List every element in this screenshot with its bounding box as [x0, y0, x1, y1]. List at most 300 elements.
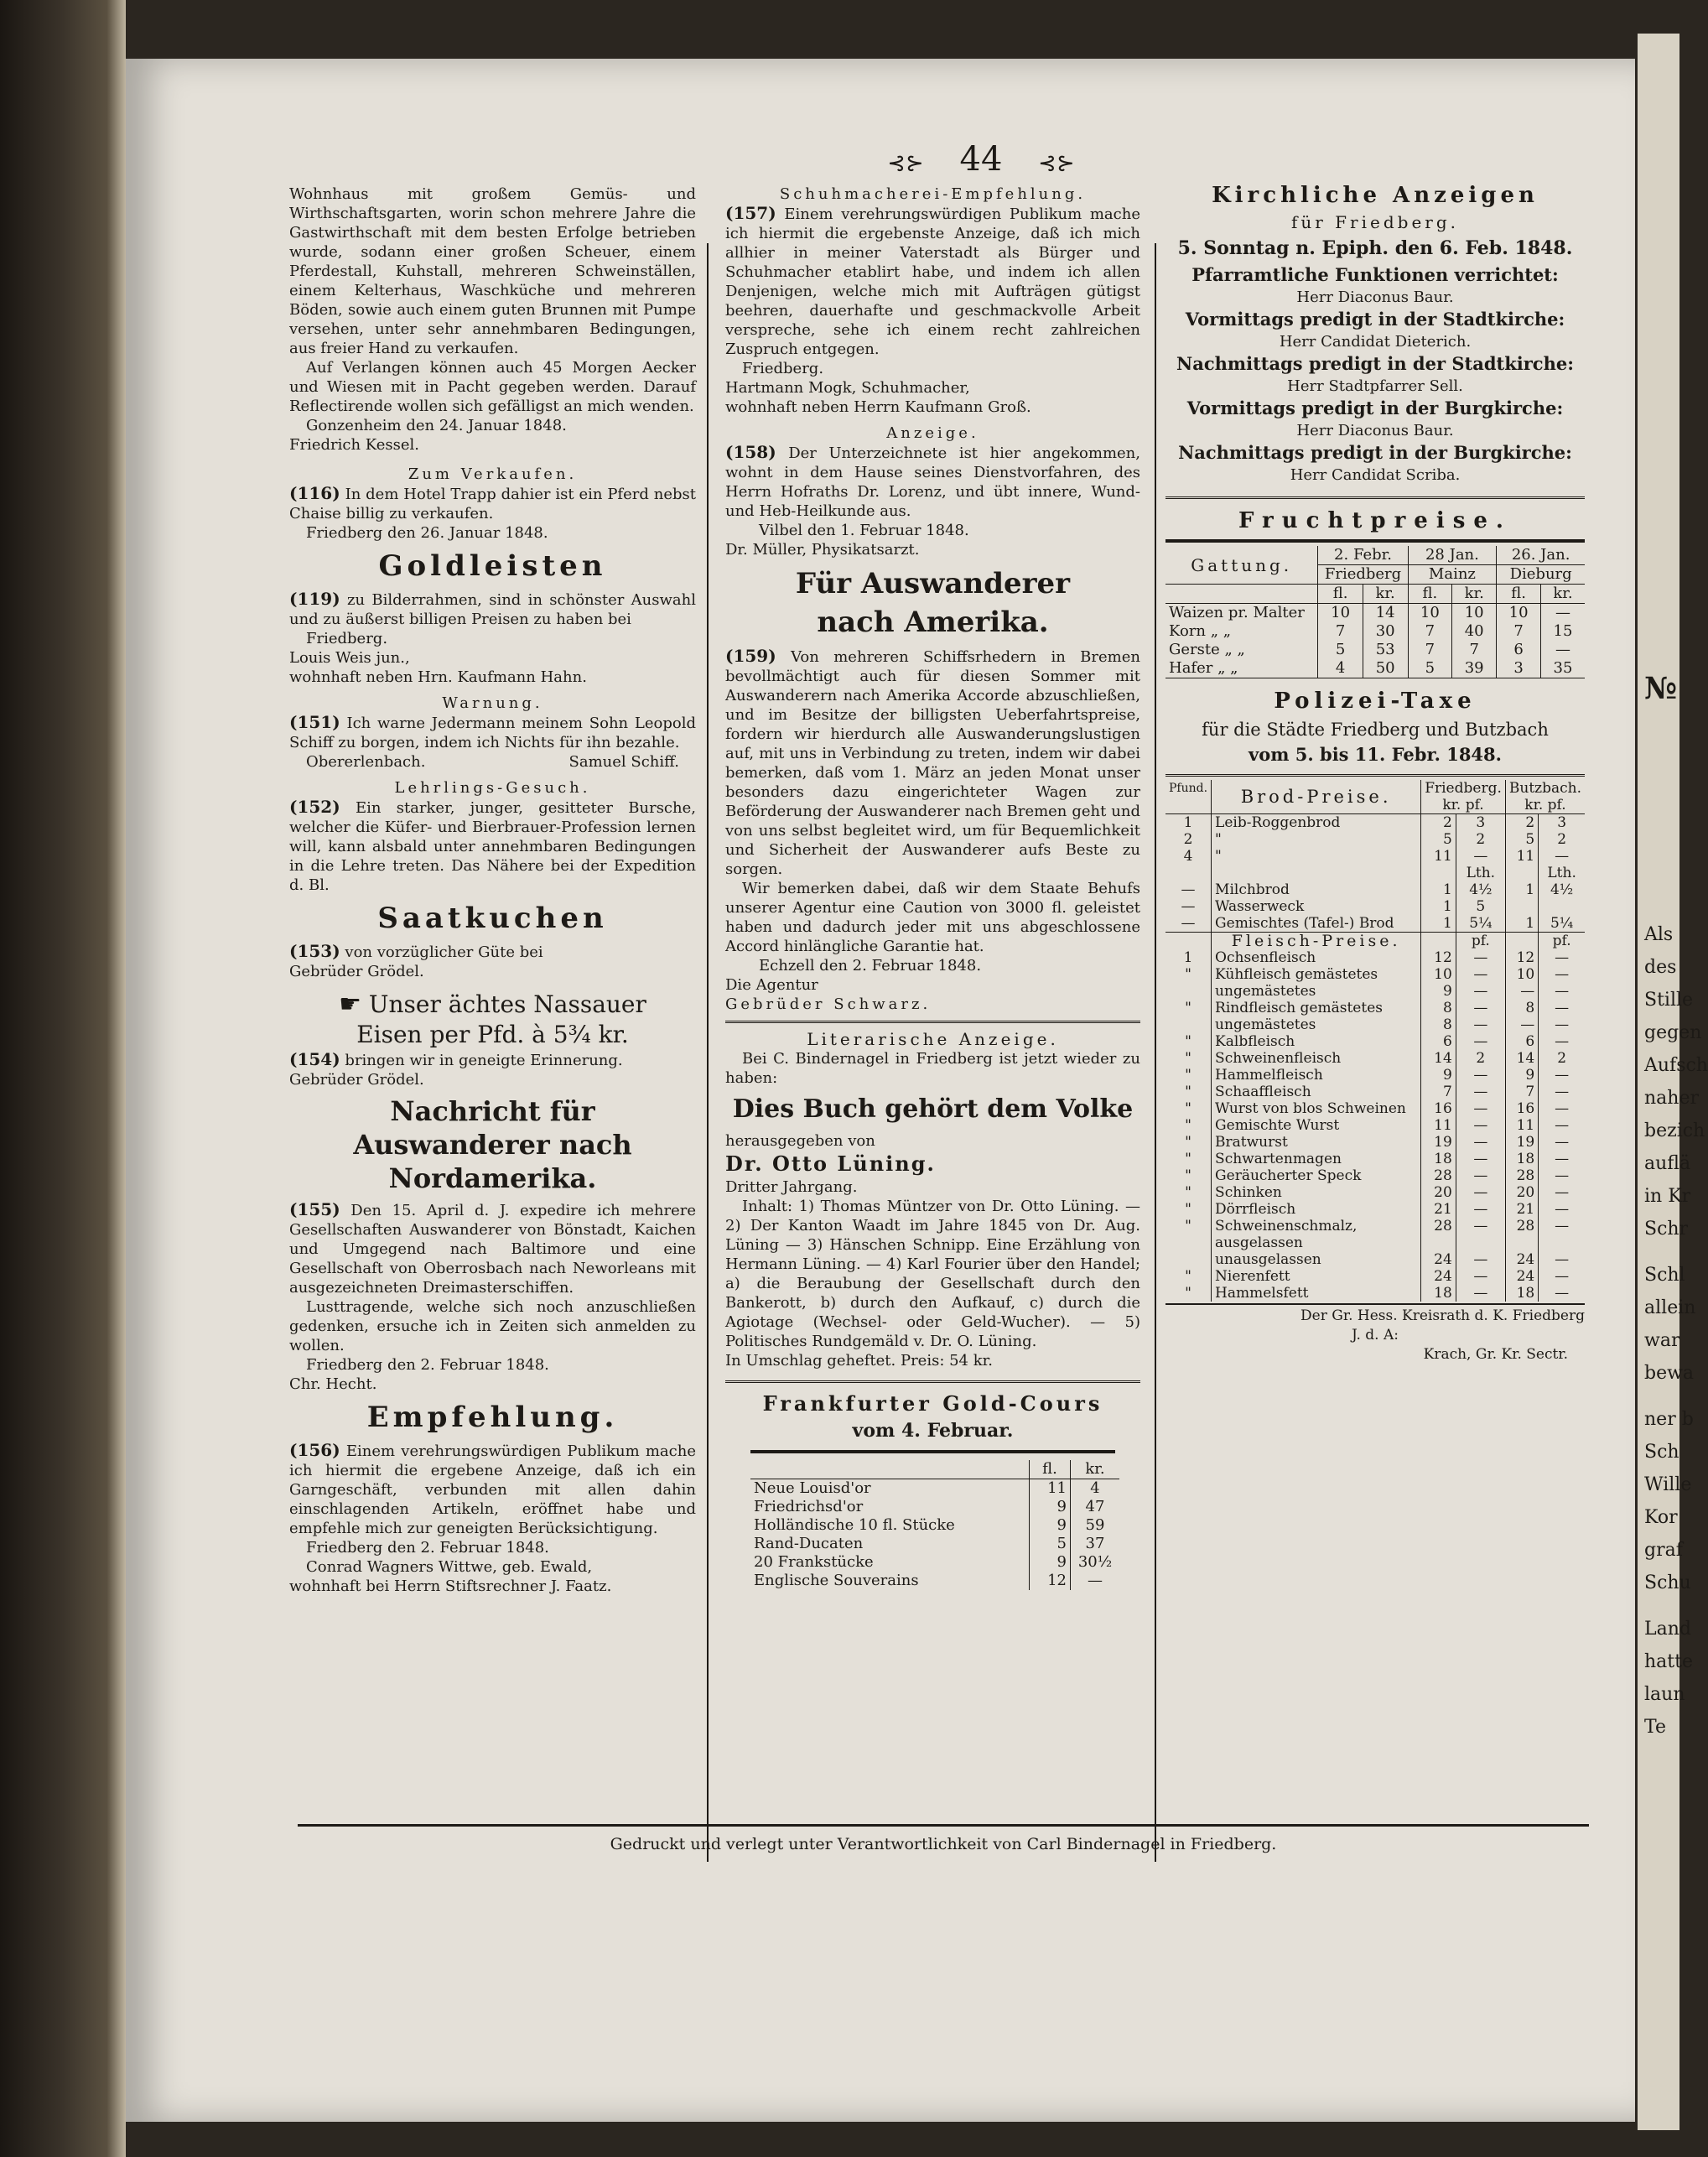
table-cell: —: [1540, 604, 1585, 623]
table-cell: 10: [1497, 604, 1541, 623]
table-cell: 9: [1030, 1553, 1071, 1572]
ornament-right: ⊰⊱: [1038, 151, 1075, 176]
ad-heading-line: Unser ächtes Nassauer: [368, 990, 646, 1018]
table-cell: 18: [1505, 1151, 1538, 1167]
unit-label: pr. Malter: [1228, 604, 1305, 621]
column-middle: [725, 185, 1140, 1590]
next-page-fragment: naher: [1644, 1088, 1699, 1109]
next-page-fragment: Stille: [1644, 990, 1694, 1011]
table-row: [1165, 1117, 1585, 1134]
table-cell: 1: [1421, 898, 1456, 915]
ad-address: wohnhaft neben Herrn Kaufmann Groß.: [725, 398, 1031, 416]
table-row: [750, 1516, 1119, 1535]
section-subheading: vom 5. bis 11. Febr. 1848.: [1249, 744, 1502, 765]
table-row: [1165, 1218, 1585, 1251]
unit-label: fl.: [1408, 585, 1452, 604]
table-cell: —: [1456, 1268, 1505, 1285]
table-cell: ": [1185, 1117, 1191, 1134]
table-cell: 15: [1540, 622, 1585, 641]
next-page-fragment: Als: [1644, 924, 1674, 945]
unit-label: pf.: [1539, 933, 1585, 950]
table-cell: —: [1456, 1285, 1505, 1302]
table-cell: —: [1181, 898, 1196, 915]
item-name: Bratwurst: [1212, 1134, 1421, 1151]
table-row: [1165, 1000, 1585, 1016]
church-duty: Pfarramtliche Funktionen verrichtet:: [1191, 264, 1559, 285]
footer-imprint: Gedruckt und verlegt unter Verantwortlichkeit von Carl Bindernagel in Friedberg.: [610, 1835, 1277, 1853]
ad-signature: Friedrich Kessel.: [289, 436, 420, 454]
item-name: Schwartenmagen: [1212, 1151, 1421, 1167]
grain-price-table: [1165, 546, 1585, 678]
column-header: kr.: [1071, 1460, 1120, 1479]
page-number: 44: [959, 140, 1003, 179]
church-person: Herr Stadtpfarrer Sell.: [1287, 377, 1463, 395]
next-page-fragment: bewa: [1644, 1363, 1695, 1384]
church-duty: Nachmittags predigt in der Stadtkirche:: [1176, 353, 1574, 374]
table-cell: 37: [1071, 1535, 1120, 1553]
church-person: Herr Diaconus Baur.: [1296, 422, 1454, 439]
table-cell: —: [1181, 915, 1196, 932]
table-cell: 30: [1363, 622, 1408, 641]
table-cell: 9: [1030, 1516, 1071, 1535]
table-cell: 5: [1030, 1535, 1071, 1553]
item-name: Rindfleisch gemästetes: [1212, 1000, 1421, 1016]
table-cell: 4: [1318, 659, 1363, 678]
table-cell: 53: [1363, 641, 1408, 659]
table-cell: 21: [1421, 1201, 1456, 1218]
table-cell: 19: [1505, 1134, 1538, 1151]
table-cell: 11: [1421, 1117, 1456, 1134]
table-cell: 20: [1505, 1184, 1538, 1201]
ad-signature: Dr. Müller, Physikatsarzt.: [725, 541, 920, 559]
table-row: [1165, 814, 1585, 832]
table-cell: 18: [1505, 1285, 1538, 1302]
ad-number: (155): [289, 1199, 340, 1219]
next-page-fragment: gegen: [1644, 1022, 1702, 1043]
ad-text: zu Bilderrahmen, sind in schönster Auswahl und zu äußerst billigen Preisen zu haben bei: [289, 591, 696, 628]
table-cell: 10: [1408, 604, 1452, 623]
table-cell: 35: [1540, 659, 1585, 678]
table-cell: 2: [1505, 814, 1538, 832]
table-cell: 9: [1030, 1498, 1071, 1516]
table-cell: 11: [1505, 848, 1538, 865]
table-cell: —: [1539, 1100, 1585, 1117]
ad-signature: Gebrüder Grödel.: [289, 1071, 424, 1089]
table-cell: 14: [1421, 1050, 1456, 1067]
table-cell: —: [1456, 1151, 1505, 1167]
table-row: [1165, 1134, 1585, 1151]
table-cell: 11: [1421, 848, 1456, 865]
table-row: [750, 1498, 1119, 1516]
column-header: Pfund.: [1169, 782, 1208, 795]
table-row: [1165, 898, 1585, 915]
next-page-fragment: hatte: [1644, 1651, 1693, 1672]
table-cell: 1: [1505, 881, 1538, 898]
market-place: Mainz: [1408, 565, 1497, 585]
ornament-left: ⊰⊱: [887, 151, 924, 176]
table-cell: —: [1539, 1134, 1585, 1151]
table-cell: 28: [1421, 1167, 1456, 1184]
footer-rule: [298, 1824, 1589, 1827]
item-name: Ochsenfleisch: [1212, 949, 1421, 966]
section-heading-fruchtpreise: Fruchtpreise.: [1238, 508, 1512, 533]
ditto-mark: „ „: [1224, 641, 1245, 658]
table-row: [750, 1479, 1119, 1499]
item-name: Schweinenfleisch: [1212, 1050, 1421, 1067]
unit-label: Lth.: [1456, 865, 1505, 881]
next-page-edge: [1635, 34, 1708, 2130]
ad-text: Wir bemerken dabei, daß wir dem Staate Behufs unserer Agentur eine Caution von 3000 fl. geleistet haben und dadurch jeder mit uns abgeschlossene Accord hinlängliche Garantie hat.: [725, 880, 1140, 955]
ad-place: Friedberg.: [742, 360, 824, 377]
ad-heading-goldleisten: Goldleisten: [378, 549, 607, 583]
table-cell: 8: [1421, 1000, 1456, 1016]
section-heading: Warnung.: [442, 694, 543, 712]
table-cell: 28: [1421, 1218, 1456, 1251]
table-header-row: [1165, 780, 1585, 814]
table-cell: 1: [1505, 915, 1538, 933]
table-cell: 16: [1505, 1100, 1538, 1117]
table-cell: 2: [1421, 814, 1456, 832]
book-title: Dies Buch gehört dem Volke: [732, 1094, 1134, 1124]
church-date: 5. Sonntag n. Epiph. den 6. Feb. 1848.: [1177, 237, 1573, 259]
table-cell: ": [1185, 1000, 1191, 1016]
table-header-row: [1165, 546, 1585, 565]
table-row: [1165, 1184, 1585, 1201]
table-cell: 24: [1505, 1251, 1538, 1268]
table-cell: 4½: [1539, 881, 1585, 898]
next-page-fragment: auflä: [1644, 1153, 1691, 1174]
table-cell: ": [1185, 1084, 1191, 1100]
table-row: [1165, 865, 1585, 881]
church-person: Herr Candidat Scriba.: [1290, 466, 1461, 484]
ad-date: Gonzenheim den 24. Januar 1848.: [306, 417, 567, 434]
table-cell: 6: [1497, 641, 1541, 659]
table-cell: 28: [1505, 1218, 1538, 1251]
grain-name: Gerste: [1169, 641, 1220, 658]
table-cell: 5: [1456, 898, 1505, 915]
table-cell: 50: [1363, 659, 1408, 678]
table-cell: ": [1185, 1067, 1191, 1084]
book-editor-label: herausgegeben von: [725, 1132, 875, 1150]
item-name: Schaaffleisch: [1212, 1084, 1421, 1100]
grain-name: Korn: [1169, 622, 1206, 640]
table-cell: 7: [1497, 622, 1541, 641]
table-cell: —: [1539, 983, 1585, 1000]
table-cell: —: [1540, 641, 1585, 659]
section-subheading: für die Städte Friedberg und Butzbach: [1202, 720, 1549, 740]
table-cell: —: [1456, 983, 1505, 1000]
coin-name: Friedrichsd'or: [754, 1498, 864, 1515]
column-right: [1165, 180, 1585, 1364]
table-cell: ": [1185, 1285, 1191, 1302]
table-cell: 8: [1505, 1000, 1538, 1016]
ad-signature: Hartmann Mogk, Schuhmacher,: [725, 379, 970, 397]
item-name: ungemästetes: [1212, 983, 1421, 1000]
market-date: 28 Jan.: [1408, 546, 1497, 565]
table-cell: —: [1456, 966, 1505, 983]
table-cell: 2: [1539, 831, 1585, 848]
newspaper-page: [126, 59, 1635, 2122]
table-cell: 16: [1421, 1100, 1456, 1117]
item-name: Gemischtes (Tafel-) Brod: [1212, 915, 1421, 933]
table-cell: 7: [1421, 1084, 1456, 1100]
table-row: [1165, 848, 1585, 865]
ad-signature: Die Agentur: [725, 976, 818, 994]
next-page-fragment: Wille: [1644, 1474, 1692, 1495]
ad-number: (158): [725, 442, 776, 462]
column-header: Butzbach.: [1508, 780, 1581, 797]
column-header: Fleisch-Preise.: [1212, 933, 1421, 950]
official-signature: J. d. A:: [1352, 1327, 1399, 1344]
table-cell: —: [1456, 1134, 1505, 1151]
ad-text: von vorzüglicher Güte bei: [345, 943, 543, 961]
table-cell: 2: [1539, 1050, 1585, 1067]
coin-name: 20 Frankstücke: [754, 1553, 874, 1571]
column-header-group: [1505, 780, 1585, 814]
item-name: Kalbfleisch: [1212, 1033, 1421, 1050]
table-cell: —: [1181, 881, 1196, 898]
ad-heading-saatkuchen: Saatkuchen: [377, 902, 608, 935]
next-page-fragment: Schl: [1644, 1265, 1685, 1286]
table-cell: 6: [1421, 1033, 1456, 1050]
book-volume: Dritter Jahrgang.: [725, 1178, 858, 1196]
column-unit: kr. pf.: [1524, 797, 1566, 813]
item-name: Geräucherter Speck: [1212, 1167, 1421, 1184]
table-row: [1165, 604, 1585, 623]
table-cell: —: [1539, 1067, 1585, 1084]
table-cell: ": [1185, 1184, 1191, 1201]
book-contents: Inhalt: 1) Thomas Müntzer von Dr. Otto Lüning. — 2) Der Kanton Waadt im Jahre 1845 von Dr. Aug. Lüning — 3) Hänschen Schnipp. Eine Erzählung von Hermann Lüning. — 4) Karl Fourier über den Handel; a) die Beraubung der Gesellschaft durch den Bankerott, b) durch den Aufkauf, c) durch die Agiotage (Wechsel- oder Geld-Wucher). — 5) Politisches Rundgemäld v. Dr. O. Lüning.: [725, 1198, 1140, 1350]
table-cell: —: [1456, 1201, 1505, 1218]
next-page-fragment: in Kr: [1644, 1186, 1691, 1207]
ad-text: bringen wir in geneigte Erinnerung.: [345, 1052, 623, 1069]
unit-label: kr.: [1363, 585, 1408, 604]
ad-text: Den 15. April d. J. expedire ich mehrere Gesellschaften Auswanderer von Bönstadt, Kaichen und Umgegend nach Baltimore und eine Gesellschaft von Oberrosbach nach Neworleans mit ausgezeichneten Dreimasterschiffen.: [289, 1202, 696, 1297]
item-name: ": [1212, 831, 1421, 848]
table-cell: 3: [1539, 814, 1585, 832]
column-header: Gattung.: [1191, 554, 1293, 575]
divider: [1165, 539, 1585, 543]
table-cell: 5¼: [1456, 915, 1505, 933]
table-cell: —: [1539, 1000, 1585, 1016]
table-cell: ": [1185, 1134, 1191, 1151]
ad-number: (151): [289, 712, 340, 732]
table-cell: —: [1539, 1033, 1585, 1050]
item-name: Hammelsfett: [1212, 1285, 1421, 1302]
divider: [1165, 774, 1585, 777]
table-cell: 7: [1408, 622, 1452, 641]
ad-signature: Samuel Schiff.: [568, 753, 679, 771]
table-row: [1165, 1067, 1585, 1084]
table-cell: 14: [1505, 1050, 1538, 1067]
table-cell: ": [1185, 1167, 1191, 1184]
table-cell: 8: [1421, 1016, 1456, 1033]
next-page-fragment: laun: [1644, 1684, 1685, 1705]
church-duty: Vormittags predigt in der Burgkirche:: [1186, 398, 1564, 418]
table-cell: —: [1539, 1167, 1585, 1184]
table-row: [750, 1535, 1119, 1553]
table-cell: —: [1456, 1100, 1505, 1117]
table-cell: 3: [1497, 659, 1541, 678]
section-subheading: vom 4. Februar.: [852, 1420, 1014, 1442]
table-cell: —: [1539, 1151, 1585, 1167]
ad-signature: Conrad Wagners Wittwe, geb. Ewald,: [306, 1558, 593, 1576]
pointing-hand-icon: ☛: [339, 990, 362, 1019]
next-page-fragment: Schu: [1644, 1572, 1691, 1593]
unit-label: fl.: [1318, 585, 1363, 604]
table-cell: ": [1185, 1100, 1191, 1117]
table-row: [750, 1553, 1119, 1572]
table-cell: —: [1539, 1218, 1585, 1251]
table-cell: —: [1456, 1033, 1505, 1050]
section-heading-kirchliche: Kirchliche Anzeigen: [1212, 183, 1539, 208]
divider: [750, 1450, 1115, 1453]
next-page-fragment: Te: [1644, 1717, 1666, 1738]
unit-label: fl.: [1497, 585, 1541, 604]
table-cell: 5: [1421, 831, 1456, 848]
divider: [725, 1380, 1140, 1383]
table-cell: 28: [1505, 1167, 1538, 1184]
table-row: [1165, 1201, 1585, 1218]
ad-number: (159): [725, 646, 776, 666]
table-cell: 7: [1318, 622, 1363, 641]
official-signature: Der Gr. Hess. Kreisrath d. K. Friedberg: [1300, 1307, 1585, 1324]
divider: [1165, 496, 1585, 499]
page-header: [813, 138, 1149, 185]
official-signature: Krach, Gr. Kr. Sectr.: [1423, 1346, 1568, 1363]
ad-date: Friedberg den 2. Februar 1848.: [306, 1539, 549, 1557]
section-heading: Anzeige.: [886, 424, 979, 442]
table-cell: —: [1539, 966, 1585, 983]
column-header: Brod-Preise.: [1212, 780, 1421, 814]
item-name: Leib-Roggenbrod: [1212, 814, 1421, 832]
table-cell: 24: [1421, 1251, 1456, 1268]
ad-number: (154): [289, 1049, 340, 1069]
unit-label: Lth.: [1539, 865, 1585, 881]
church-person: Herr Diaconus Baur.: [1296, 288, 1454, 306]
ditto-mark: „ „: [1217, 659, 1238, 677]
item-name: Nierenfett: [1212, 1268, 1421, 1285]
next-page-fragment: bezich: [1644, 1120, 1705, 1141]
table-row: [1165, 915, 1585, 933]
table-cell: 1: [1421, 915, 1456, 933]
column-left: [289, 185, 696, 1596]
item-name: Dörrfleisch: [1212, 1201, 1421, 1218]
column-header: Friedberg.: [1425, 780, 1502, 797]
table-cell: —: [1539, 848, 1585, 865]
ad-date: Friedberg den 2. Februar 1848.: [306, 1356, 549, 1374]
section-heading: Schuhmacherei-Empfehlung.: [779, 185, 1087, 203]
table-row: [1165, 659, 1585, 678]
table-row: [1165, 1285, 1585, 1302]
market-place: Friedberg: [1318, 565, 1408, 585]
item-name: ungemästetes: [1212, 1016, 1421, 1033]
table-row: [1165, 1251, 1585, 1268]
table-cell: [1165, 1016, 1212, 1033]
next-page-fragment: war: [1644, 1330, 1680, 1351]
table-cell: —: [1456, 1218, 1505, 1251]
ad-place: Friedberg.: [306, 630, 388, 647]
table-cell: —: [1456, 1167, 1505, 1184]
ad-number: (152): [289, 797, 340, 817]
table-cell: 10: [1318, 604, 1363, 623]
item-name: Wasserweck: [1212, 898, 1421, 915]
item-name: unausgelassen: [1212, 1251, 1421, 1268]
table-cell: 12: [1030, 1572, 1071, 1590]
ad-heading-eisen: [289, 990, 696, 1020]
ad-number: (156): [289, 1440, 340, 1460]
column-unit: kr. pf.: [1442, 797, 1484, 813]
church-duty: Vormittags predigt in der Stadtkirche:: [1185, 309, 1565, 330]
table-cell: 10: [1452, 604, 1497, 623]
table-cell: 7: [1408, 641, 1452, 659]
table-cell: 11: [1030, 1479, 1071, 1499]
column-header: fl.: [1030, 1460, 1071, 1479]
table-cell: —: [1456, 1117, 1505, 1134]
unit-label: kr.: [1540, 585, 1585, 604]
ditto-mark: „ „: [1210, 622, 1232, 640]
ad-text: Der Unterzeichnete ist hier angekommen, wohnt in dem Hause seines Dienstvorfahren, des Herrn Hofraths Dr. Lorenz, und übt innere, Wund- und Heb-Heilkunde aus.: [725, 444, 1140, 520]
table-row: [1165, 1084, 1585, 1100]
ad-number: (157): [725, 203, 776, 223]
church-duty: Nachmittags predigt in der Burgkirche:: [1178, 442, 1572, 463]
table-cell: 11: [1505, 1117, 1538, 1134]
ad-heading-amerika: Für Auswanderer nach Amerika.: [795, 567, 1071, 639]
table-header-row: [1165, 585, 1585, 604]
table-row: [1165, 881, 1585, 898]
market-place: Dieburg: [1497, 565, 1585, 585]
divider: [725, 1021, 1140, 1023]
table-cell: 20: [1421, 1184, 1456, 1201]
table-cell: 2: [1456, 1050, 1505, 1067]
item-name: Schweinenschmalz, ausgelassen: [1212, 1218, 1421, 1251]
table-cell: ": [1185, 966, 1191, 983]
table-cell: 1: [1183, 949, 1193, 966]
market-date: 26. Jan.: [1497, 546, 1585, 565]
ad-date: Vilbel den 1. Februar 1848.: [759, 522, 969, 539]
coin-name: Englische Souverains: [754, 1572, 919, 1589]
table-cell: ": [1185, 1033, 1191, 1050]
ad-text: Lusttragende, welche sich noch anzuschließen gedenken, ersuche ich in Zeiten sich anmelden zu wollen.: [289, 1298, 696, 1354]
grain-name: Waizen: [1169, 604, 1224, 621]
grain-name: Hafer: [1169, 659, 1213, 677]
table-cell: 4: [1183, 848, 1193, 865]
next-page-fragment: Kor: [1644, 1507, 1678, 1528]
ad-place: Obererlenbach.: [306, 753, 426, 771]
next-page-fragment: graf: [1644, 1540, 1683, 1561]
ad-signature: Louis Weis jun.,: [289, 649, 410, 667]
table-row: [1165, 831, 1585, 848]
table-cell: 24: [1421, 1268, 1456, 1285]
ad-text: Bei C. Bindernagel in Friedberg ist jetzt wieder zu haben:: [725, 1050, 1140, 1087]
table-cell: 40: [1452, 622, 1497, 641]
table-cell: —: [1539, 1201, 1585, 1218]
table-row: [1165, 1151, 1585, 1167]
table-cell: 30½: [1071, 1553, 1120, 1572]
table-cell: 18: [1421, 1285, 1456, 1302]
table-cell: —: [1505, 1016, 1538, 1033]
table-cell: —: [1539, 1184, 1585, 1201]
table-cell: —: [1539, 1084, 1585, 1100]
table-cell: [1165, 1251, 1212, 1268]
item-name: Gemischte Wurst: [1212, 1117, 1421, 1134]
section-heading: Lehrlings-Gesuch.: [394, 779, 591, 797]
ad-text: Wohnhaus mit großem Gemüs- und Wirthschaftsgarten, worin schon mehrere Jahre die Gastwirthschaft mit dem besten Erfolge betrieben wurde, sodann einer großen Scheuer, einem Pferdestall, Kuhstall, mehreren Schweinställen, einem Kelterhaus, Waschküche und mehreren Böden, sowie auch einem guten Brunnen mit Pumpe versehen, unter sehr annehmbaren Bedingungen, aus freier Hand zu verkaufen.: [289, 185, 696, 357]
table-row: [1165, 1016, 1585, 1033]
table-cell: —: [1456, 1016, 1505, 1033]
table-row: [1165, 1100, 1585, 1117]
church-person: Herr Candidat Dieterich.: [1279, 333, 1472, 351]
